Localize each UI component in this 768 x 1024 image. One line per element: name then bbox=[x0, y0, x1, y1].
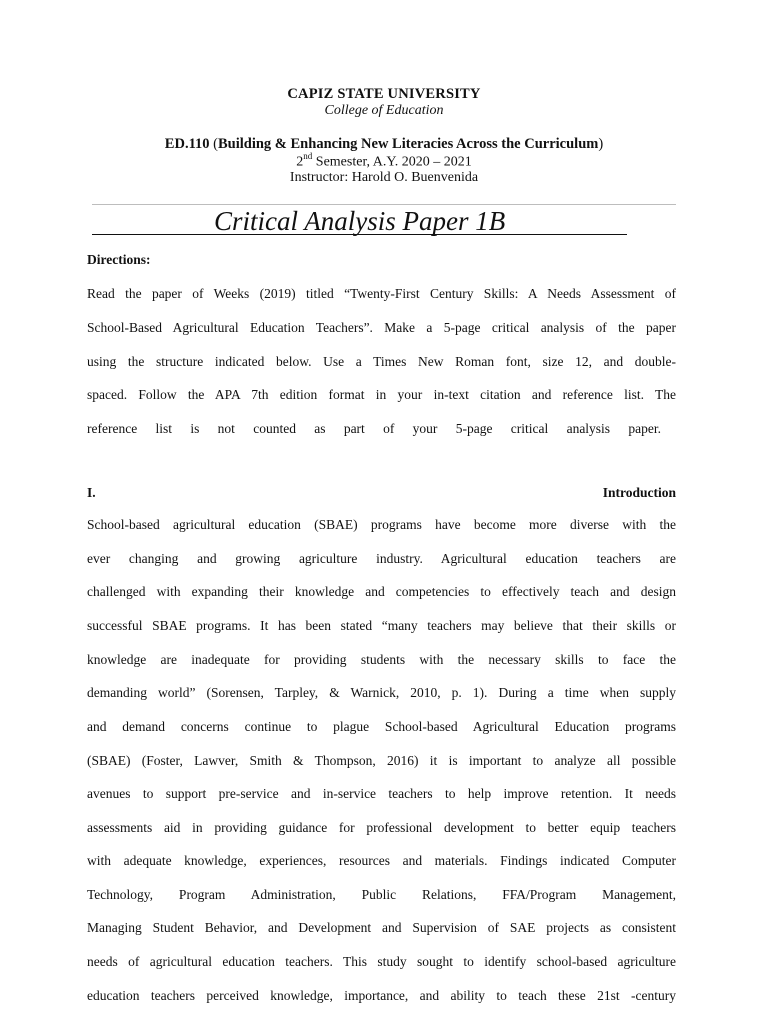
title-underline bbox=[92, 207, 627, 235]
section-number: I. bbox=[87, 485, 96, 500]
semester-ordinal-suffix: nd bbox=[303, 151, 313, 161]
body-line: avenues to support pre-service and in-service teachers to help improve retention. It needs bbox=[87, 786, 676, 801]
body-line: and demand concerns continue to plague School-based Agricultural Education programs bbox=[87, 719, 676, 734]
directions-line: School-Based Agricultural Education Teachers”. Make a 5-page critical analysis of the paper bbox=[87, 320, 676, 335]
semester-line bbox=[0, 152, 768, 171]
course-code: ED.110 bbox=[164, 136, 210, 152]
directions-line: spaced. Follow the APA 7th edition format in your in-text citation and reference list. The bbox=[87, 387, 676, 402]
directions-label: Directions: bbox=[87, 252, 151, 267]
body-line: demanding world” (Sorensen, Tarpley, & Warnick, 2010, p. 1). During a time when supply bbox=[87, 685, 676, 700]
body-line: with adequate knowledge, experiences, resources and materials. Findings indicated Computer bbox=[87, 853, 676, 868]
directions-line: using the structure indicated below. Use a Times New Roman font, size 12, and double- bbox=[87, 354, 676, 369]
semester-text: Semester, A.Y. 2020 – 2021 bbox=[315, 154, 472, 170]
body-line: successful SBAE programs. It has been stated “many teachers may believe that their skills or bbox=[87, 618, 676, 633]
body-line: Technology, Program Administration, Public Relations, FFA/Program Management, bbox=[87, 887, 676, 902]
paper-title: Critical Analysis Paper 1B bbox=[214, 206, 506, 236]
semester-ordinal-num: 2 bbox=[296, 154, 304, 170]
body-line: Managing Student Behavior, and Development and Supervision of SAE projects as consistent bbox=[87, 920, 676, 935]
instructor-line: Instructor: Harold O. Buenvenida bbox=[289, 170, 479, 185]
section-title: Introduction bbox=[602, 485, 676, 500]
body-line: ever changing and growing agriculture industry. Agricultural education teachers are bbox=[87, 551, 676, 566]
body-line: needs of agricultural education teachers. This study sought to identify school-based agriculture bbox=[87, 954, 676, 969]
college-name: College of Education bbox=[324, 103, 444, 118]
body-line: challenged with expanding their knowledge and competencies to effectively teach and design bbox=[87, 584, 676, 599]
section-heading bbox=[87, 483, 676, 503]
body-line: education teachers perceived knowledge, importance, and ability to teach these 21st -century bbox=[87, 988, 676, 1003]
directions-line: reference list is not counted as part of your 5-page critical analysis paper. bbox=[87, 421, 661, 436]
body-line: assessments aid in providing guidance for professional development to better equip teachers bbox=[87, 820, 676, 835]
course-title: Building & Enhancing New Literacies Across the Curriculum bbox=[217, 136, 599, 152]
university-name: CAPIZ STATE UNIVERSITY bbox=[287, 86, 481, 102]
header-divider bbox=[92, 204, 676, 205]
directions-line: Read the paper of Weeks (2019) titled “Twenty-First Century Skills: A Needs Assessment of bbox=[87, 286, 676, 301]
body-line: (SBAE) (Foster, Lawver, Smith & Thompson, 2016) it is important to analyze all possible bbox=[87, 753, 676, 768]
body-line: knowledge are inadequate for providing students with the necessary skills to face the bbox=[87, 652, 676, 667]
body-line: School-based agricultural education (SBAE) programs have become more diverse with the bbox=[87, 517, 676, 532]
course-heading: ED.110 (Building & Enhancing New Literacies Across the Curriculum) bbox=[164, 136, 604, 152]
